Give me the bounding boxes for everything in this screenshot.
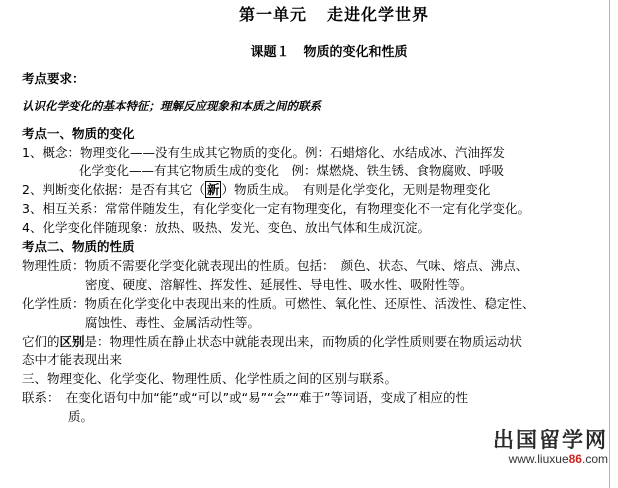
criterion-text-a: 2、判断变化依据：是否有其它（ xyxy=(22,182,205,197)
requirements-heading: 考点要求： xyxy=(22,71,85,86)
difference-line2: 态中才能表现出来 xyxy=(22,352,123,367)
watermark-site-name: 出国留学网 xyxy=(493,428,608,452)
watermark-logo xyxy=(493,424,608,466)
point1-relationship: 3、相互关系：常常伴随发生，有化学变化一定有物理变化，有物理变化不一定有化学变化。 xyxy=(22,201,530,216)
difference-keyword: 区别 xyxy=(59,334,85,349)
physical-property-line2: 密度、硬度、溶解性、挥发性、延展性、导电性、吸水性、吸附性等。 xyxy=(85,277,473,292)
difference-line1 xyxy=(22,332,522,352)
watermark-url-a: www.liuxue xyxy=(508,452,569,466)
relation-line2: 质。 xyxy=(68,409,94,424)
requirements-text: 认识化学变化的基本特征；理解反应现象和本质之间的联系 xyxy=(22,99,321,113)
watermark-url xyxy=(493,452,608,466)
point1-heading: 考点一、物质的变化 xyxy=(22,126,135,141)
lesson-name: 物质的变化和性质 xyxy=(303,45,408,60)
point1-phenomena: 4、化学变化伴随现象：放热、吸热、发光、变色、放出气体和生成沉淀。 xyxy=(22,220,430,235)
chemical-property-line2: 腐蚀性、毒性、金属活动性等。 xyxy=(85,315,261,330)
difference-prefix: 它们的 xyxy=(22,334,60,349)
watermark-url-b: 86 xyxy=(568,452,582,466)
point2-heading: 考点二、物质的性质 xyxy=(22,239,135,254)
unit-title xyxy=(0,2,618,25)
point1-concept: 1、概念：物理变化——没有生成其它物质的变化。例：石蜡熔化、水结成冰、汽油挥发 xyxy=(22,145,505,160)
criterion-boxed-word: 新 xyxy=(206,182,220,197)
relation-line1: 联系： 在变化语句中加“能”或“可以”或“易”“会”“难于”等词语，变成了相应的性 xyxy=(22,390,469,405)
criterion-text-b: ）物质生成。 有则是化学变化，无则是物理变化 xyxy=(221,182,491,197)
chemical-property-line1: 化学性质：物质在化学变化中表现出来的性质。可燃性、氧化性、还原性、活泼性、稳定性、 xyxy=(22,296,535,311)
lesson-number: 课题１ xyxy=(250,45,290,60)
unit-name: 走进化学世界 xyxy=(327,5,430,24)
point1-criterion xyxy=(22,180,490,200)
difference-text: 是：物理性质在静止状态中就能表现出来，而物质的化学性质则要在物质运动状 xyxy=(84,334,523,349)
physical-property-line1: 物理性质：物质不需要化学变化就表现出的性质。包括： 颜色、状态、气味、熔点、沸点、 xyxy=(22,258,529,273)
section-three: 三、物理变化、化学变化、物理性质、化学性质之间的区别与联系。 xyxy=(22,371,398,386)
unit-number: 第一单元 xyxy=(238,5,307,24)
lesson-title xyxy=(0,41,618,60)
point1-chemical-change: 化学变化——有其它物质生成的变化 例：煤燃烧、铁生锈、食物腐败、呼吸 xyxy=(79,163,505,178)
watermark-url-c: .com xyxy=(581,452,608,466)
page-edge-line xyxy=(609,0,610,488)
